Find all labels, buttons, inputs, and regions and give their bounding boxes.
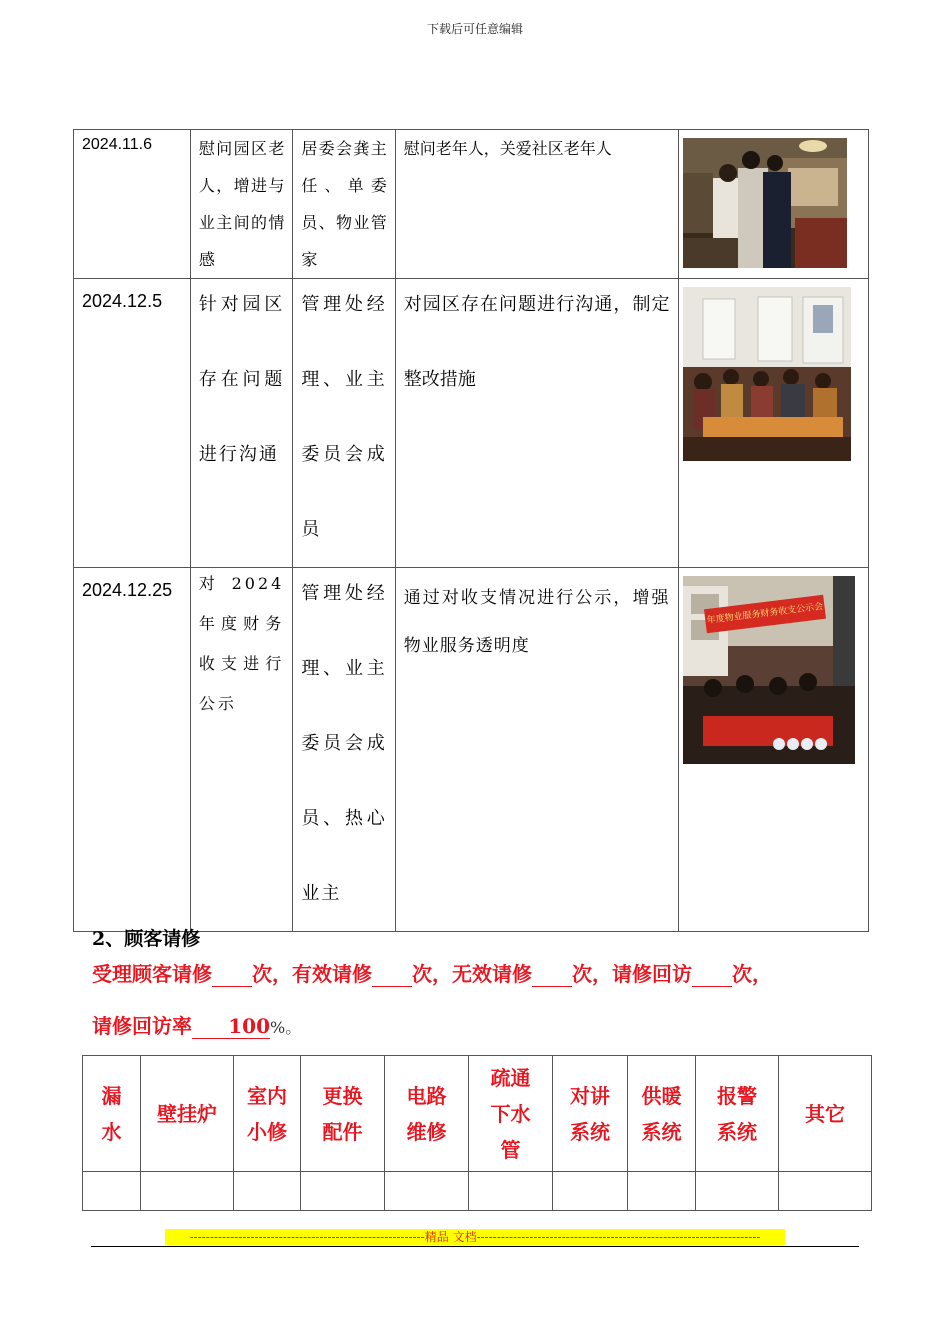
repair-category-label-line: 下水 [490,1101,531,1126]
invalid-label: 无效请修 [452,962,532,986]
repair-category-label-line: 报警 [717,1083,757,1108]
repair-category-header [779,1056,872,1172]
activity-content: 针对园区存在问题进行沟通 [198,294,285,465]
revisit-count-blank [692,966,732,987]
activity-participants: 管理处经理、业主委员会成员、热心业主 [301,583,387,904]
header-note: 下载后可任意编辑 [426,22,523,36]
repair-category-label-line: 水 [101,1119,122,1144]
footer-banner: ----------------------------------------------------------精品 文档---------------------------------------------------------------------- [165,1229,785,1245]
repair-category-header [301,1056,385,1172]
activity-purpose: 慰问老年人，关爱社区老年人 [403,139,612,158]
unit-times: 次， [412,962,452,986]
repair-header-row [83,1056,872,1172]
purpose-text: 对收支情况进行公示，增强物业服务透明度 [403,588,670,656]
activity-table [73,129,869,932]
photo-banner: 年度物业服务财务收支公示会 [704,595,826,633]
repair-value-row [83,1172,872,1211]
repair-category-label-line: 疏通 [490,1065,531,1090]
repair-category-table [82,1055,872,1211]
repair-category-label-line: 系统 [570,1119,610,1144]
repair-category-label-line: 小修 [247,1119,287,1144]
activity-purpose: 对园区存在问题进行沟通，制定整改措施 [403,294,670,390]
repair-category-header [628,1056,696,1172]
repair-category-header [234,1056,301,1172]
activity-date: 2024.12.5 [82,291,163,311]
unit-times: 次， [732,962,772,986]
repair-count-cell [553,1172,628,1211]
table-row [74,279,869,568]
accepted-label: 受理顾客请修 [92,962,212,986]
repair-category-label-line: 维修 [406,1119,447,1144]
footer-divider [91,1246,859,1247]
unit-times: 次， [572,962,612,986]
repair-category-label-line: 对讲 [570,1083,610,1108]
repair-category-header [83,1056,141,1172]
valid-count-blank [372,966,412,987]
activity-date: 2024.11.6 [82,136,152,153]
repair-category-label-line: 系统 [641,1119,682,1144]
repair-count-cell [628,1172,696,1211]
rate-label: 请修回访率 [92,1014,192,1038]
repair-category-label-line: 配件 [322,1119,363,1144]
repair-category-label-line: 供暖 [641,1083,682,1108]
activity-date: 2024.12.25 [82,580,173,600]
repair-count-cell [141,1172,234,1211]
repair-category-header [141,1056,234,1172]
repair-count-cell [779,1172,872,1211]
table-row [74,568,869,932]
repair-category-label-line: 其它 [805,1101,845,1126]
activity-participants: 管理处经理、业主委员会成员 [301,294,387,540]
repair-count-cell [301,1172,385,1211]
valid-label: 有效请修 [292,962,372,986]
repair-category-header [696,1056,779,1172]
rate-value: 100 [192,1014,270,1039]
photo-visit-elderly [683,138,847,268]
activity-content: 对 2024 年度财务收支进行公示 [198,574,285,713]
repair-category-label-line: 更换 [322,1083,363,1108]
photo-finance-disclosure [683,576,855,764]
repair-category-label-line: 管 [500,1137,521,1162]
repair-category-header [385,1056,469,1172]
activity-participants: 居委会龚主任、单委员、物业管家 [301,139,387,269]
repair-category-label-line: 电路 [406,1083,447,1108]
repair-count-cell [696,1172,779,1211]
repair-category-label-line: 室内 [247,1083,287,1108]
repair-count-cell [234,1172,301,1211]
repair-category-header [469,1056,553,1172]
repair-count-cell [385,1172,469,1211]
unit-times: 次， [252,962,292,986]
photo-communication-meeting [683,287,851,461]
repair-category-label-line: 壁挂炉 [157,1101,217,1126]
repair-count-cell [469,1172,553,1211]
revisit-label: 请修回访 [612,962,692,986]
repair-category-label-line: 系统 [717,1119,757,1144]
purpose-prefix: 通过 [403,588,442,608]
section-title: 2、顾客请修 [92,928,201,950]
activity-purpose [404,574,670,670]
invalid-count-blank [532,966,572,987]
accepted-count-blank [212,966,252,987]
activity-content: 慰问园区老人，增进与业主间的情感 [198,139,285,269]
repair-category-label-line: 漏 [101,1083,122,1108]
repair-count-cell [83,1172,141,1211]
rate-suffix: %。 [270,1018,302,1037]
repair-category-header [553,1056,628,1172]
table-row [74,130,869,279]
repair-stats-line [92,958,772,987]
revisit-rate-line [92,1010,301,1039]
